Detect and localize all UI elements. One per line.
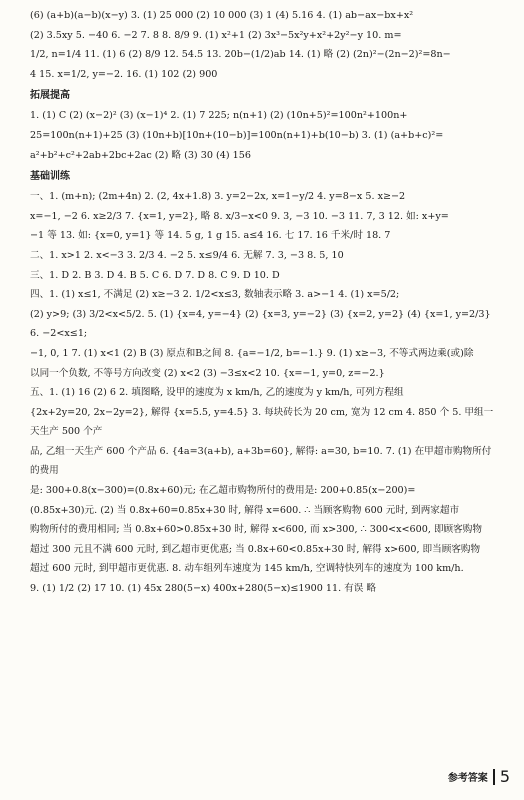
- answer-line: 超过 600 元时, 到甲超市更优惠. 8. 动车组列车速度为 145 km/h, 空调特快列车的速度为 100 km/h.: [30, 563, 464, 575]
- answer-line: 购物所付的费用相同; 当 0.8x+60>0.85x+30 时, 解得 x<600, 而 x>300, ∴ 300<x<600, 即顾客购物: [30, 524, 482, 536]
- answer-content: [30, 6, 500, 599]
- answer-line: 4 15. x=1/2, y=−2. 16. (1) 102 (2) 900: [30, 68, 218, 80]
- answer-line: −1 等 13. 如: {x=0, y=1} 等 14. 5 g, 1 g 15. a≤4 16. 七 17. 16 千米/时 18. 7: [30, 230, 391, 242]
- answer-line: 五、1. (1) 16 (2) 6 2. 填图略, 设甲的速度为 x km/h, 乙的速度为 y km/h, 可列方程组: [30, 387, 404, 399]
- answer-line: 超过 300 元且不满 600 元时, 到乙超市更优惠; 当 0.8x+60<0.85x+30 时, 解得 x>600, 即当顾客购物: [30, 543, 481, 555]
- answer-line: a²+b²+c²+2ab+2bc+2ac (2) 略 (3) 30 (4) 156: [30, 149, 251, 161]
- answer-line: x=−1, −2 6. x≥2/3 7. {x=1, y=2}, 略 8. x/3−x<0 9. 3, −3 10. −3 11. 7, 3 12. 如: x+y=: [30, 210, 449, 222]
- footer-divider: [493, 769, 495, 785]
- footer-label: 参考答案: [447, 773, 488, 784]
- answer-line: 是: 300+0.8(x−300)=(0.8x+60)元; 在乙超市购物所付的费用是: 200+0.85(x−200)=: [30, 485, 416, 497]
- section-title: 拓展提高: [30, 90, 70, 102]
- answer-line: (6) (a+b)(a−b)(x−y) 3. (1) 25 000 (2) 10 000 (3) 1 (4) 5.16 4. (1) ab−ax−bx+x²: [30, 10, 414, 21]
- answer-line: 9. (1) 1/2 (2) 17 10. (1) 45x 280(5−x) 400x+280(5−x)≤1900 11. 有误 略: [30, 583, 376, 595]
- answer-line: {2x+2y=20, 2x−2y=2}, 解得 {x=5.5, y=4.5} 3. 每块砖长为 20 cm, 宽为 12 cm 4. 850 个 5. 甲组一天生产 500 个产: [30, 406, 494, 438]
- answer-line: 二、1. x>1 2. x<−3 3. 2/3 4. −2 5. x≤9/4 6. 无解 7. 3, −3 8. 5, 10: [30, 249, 344, 261]
- answer-line: 三、1. D 2. B 3. D 4. B 5. C 6. D 7. D 8. C 9. D 10. D: [30, 269, 280, 281]
- section-title: 基础训练: [30, 171, 70, 183]
- answer-line: 品, 乙组一天生产 600 个产品 6. {4a=3(a+b), a+3b=60}, 解得: a=30, b=10. 7. (1) 在甲超市购物所付的费用: [30, 445, 492, 477]
- answer-line: 一、1. (m+n); (2m+4n) 2. (2, 4x+1.8) 3. y=2−2x, x=1−y/2 4. y=8−x 5. x≥−2: [30, 191, 406, 203]
- answer-line: (0.85x+30)元. (2) 当 0.8x+60=0.85x+30 时, 解得 x=600. ∴ 当顾客购物 600 元时, 到两家超市: [30, 504, 460, 516]
- page-footer: [448, 767, 510, 786]
- answer-line: 1/2, n=1/4 11. (1) 6 (2) 8/9 12. 54.5 13. 20b−(1/2)ab 14. (1) 略 (2) (2n)²−(2n−2)²=8n−: [30, 49, 451, 61]
- page-number: 5: [499, 767, 510, 786]
- answer-line: 1. (1) C (2) (x−2)² (3) (x−1)⁴ 2. (1) 7 225; n(n+1) (2) (10n+5)²=100n²+100n+: [30, 110, 408, 122]
- answer-line: −1, 0, 1 7. (1) x<1 (2) B (3) 原点和B之间 8. {a=−1/2, b=−1.} 9. (1) x≥−3, 不等式两边乘(或)除: [30, 347, 474, 359]
- answer-line: 以同一个负数, 不等号方向改变 (2) x<2 (3) −3≤x<2 10. {x=−1, y=0, z=−2.}: [30, 367, 385, 379]
- answer-line: 四、1. (1) x≤1, 不满足 (2) x≥−3 2. 1/2<x≤3, 数轴表示略 3. a>−1 4. (1) x=5/2;: [30, 289, 400, 301]
- answer-line: (2) y>9; (3) 3/2<x<5/2. 5. (1) {x=4, y=−4} (2) {x=3, y=−2} (3) {x=2, y=2} (4) {x=1, y=2/3} 6. −2<x≤1;: [30, 308, 491, 340]
- answer-line: (2) 3.5xy 5. −40 6. −2 7. 8 8. 8/9 9. (1) x²+1 (2) 3x³−5x²y+x²+2y²−y 10. m=: [30, 29, 402, 41]
- answer-line: 25=100n(n+1)+25 (3) (10n+b)[10n+(10−b)]=100n(n+1)+b(10−b) 3. (1) (a+b+c)²=: [30, 129, 444, 141]
